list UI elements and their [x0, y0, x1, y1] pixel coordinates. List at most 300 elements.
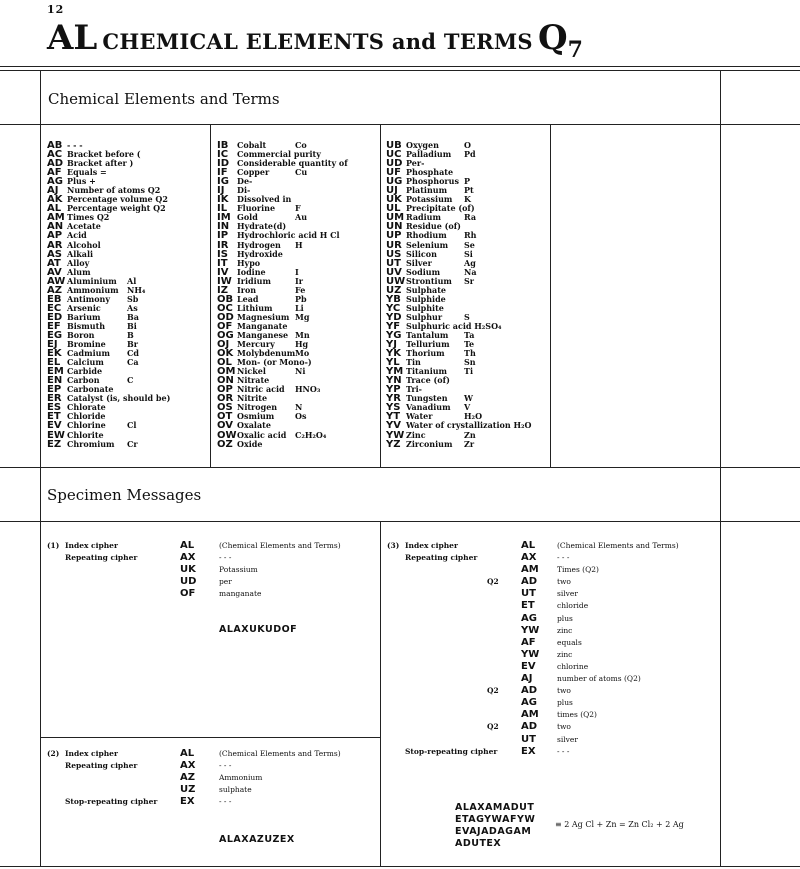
element-row [47, 231, 170, 240]
specimen-meaning: (Chemical Elements and Terms) [219, 749, 341, 758]
element-meaning: Antimony [67, 293, 111, 304]
specimen-code: AG [521, 697, 537, 709]
element-row [47, 159, 170, 168]
page-number: 12 [47, 3, 65, 16]
element-meaning: Platinum [406, 185, 448, 196]
rule [0, 124, 800, 125]
element-meaning: Tantalum [406, 329, 449, 340]
element-meaning: Commercial purity [237, 149, 321, 160]
specimen-meaning: two [557, 577, 571, 587]
element-symbol: Cl [127, 420, 137, 431]
element-code: OZ [217, 438, 233, 450]
element-meaning: Copper [237, 167, 270, 178]
element-code: IJ [217, 185, 225, 197]
element-code: YP [386, 384, 401, 396]
element-code: ED [47, 311, 63, 323]
element-meaning: Radium [406, 212, 441, 223]
element-meaning: Palladium [406, 149, 452, 160]
element-code: EJ [47, 339, 58, 351]
result-line: ADUTEX [455, 838, 502, 849]
element-code: AC [47, 149, 63, 161]
element-code: UM [386, 212, 405, 224]
specimen-meaning: Potassium [219, 565, 258, 575]
element-row [47, 394, 170, 403]
element-symbol: Ra [464, 212, 477, 223]
element-code: EN [47, 375, 63, 387]
specimen-q2-marker: Q2 [487, 686, 499, 696]
element-meaning: Hydrate(d) [237, 221, 287, 232]
specimen-number: (2) [47, 749, 60, 758]
element-meaning: Alkali [67, 248, 94, 259]
element-meaning: Rhodium [406, 230, 447, 241]
element-code: AG [47, 176, 63, 188]
element-row [47, 367, 170, 376]
specimen-code: EV [521, 660, 536, 672]
specimen-label: Index cipher [65, 749, 118, 758]
element-symbol: Sr [464, 275, 474, 286]
result-line: ALAXAZUZEX [219, 834, 295, 845]
specimen-meaning: Ammonium [219, 773, 263, 783]
specimen-code: AL [180, 748, 195, 759]
element-symbol: N [295, 402, 303, 413]
element-meaning: Equals = [67, 167, 107, 178]
specimen-code: EX [180, 796, 195, 808]
rule [550, 124, 551, 467]
element-meaning: Aluminium [67, 275, 117, 286]
element-code: YW [386, 429, 405, 441]
element-code: UP [386, 230, 402, 242]
element-code: UG [386, 176, 403, 188]
element-symbol: W [464, 393, 473, 404]
element-meaning: Osmium [237, 411, 275, 422]
element-code: EZ [47, 438, 62, 450]
element-code: UB [386, 140, 402, 151]
element-code: AL [47, 203, 62, 215]
element-code: IK [217, 194, 229, 206]
specimen-equation: ≡ 2 Ag Cl + Zn = Zn Cl₂ + 2 Ag [555, 820, 684, 829]
element-code: EG [47, 329, 63, 341]
element-row [47, 412, 170, 421]
element-symbol: I [295, 266, 299, 277]
element-meaning: Silver [406, 257, 432, 268]
rule [40, 737, 380, 738]
element-meaning: Nitrogen [237, 402, 278, 413]
element-symbol: F [295, 203, 301, 214]
element-symbol: HNO₃ [295, 384, 321, 395]
element-meaning: Arsenic [67, 302, 101, 313]
element-code: AJ [47, 185, 59, 197]
element-code: YK [386, 348, 401, 360]
element-symbol: Os [295, 411, 307, 422]
element-meaning: Sulphuric acid H₂SO₄ [406, 320, 502, 331]
specimen-code: OF [180, 588, 196, 600]
element-code: AT [47, 257, 61, 269]
element-code: YF [386, 320, 401, 332]
element-row [47, 213, 170, 222]
element-code: UD [386, 158, 403, 170]
page-title [47, 18, 583, 63]
element-code: IN [217, 221, 230, 233]
element-meaning: Oxalic acid [237, 429, 287, 440]
element-symbol: V [464, 402, 471, 413]
element-meaning: Nitric acid [237, 384, 285, 395]
element-symbol: Ir [295, 275, 303, 286]
element-row [47, 241, 170, 250]
element-meaning: Chromium [67, 438, 115, 449]
element-meaning: Bracket before ( [67, 149, 141, 160]
element-meaning: Residue (of) [406, 221, 461, 232]
specimen-meaning: chlorine [557, 661, 589, 671]
element-symbol: Mg [295, 311, 310, 322]
element-symbol: O [464, 140, 471, 150]
element-row [47, 259, 170, 268]
element-code: OR [217, 393, 234, 405]
specimen-meaning: sulphate [219, 785, 252, 795]
element-symbol: Li [295, 302, 304, 313]
element-meaning: Hypo [237, 257, 261, 268]
rule [0, 521, 800, 522]
element-code: UR [386, 239, 402, 251]
element-code: IM [217, 212, 231, 224]
element-code: IS [217, 248, 228, 260]
element-symbol: Sb [127, 293, 139, 304]
element-code: UF [386, 167, 401, 179]
element-meaning: Sulphur [406, 311, 443, 322]
element-meaning: Dissolved in [237, 194, 292, 205]
element-code: UJ [386, 185, 398, 197]
element-meaning: Water of crystallization H₂O [406, 420, 532, 431]
element-symbol: Al [127, 275, 137, 286]
element-meaning: Bismuth [67, 320, 106, 331]
element-meaning: Alloy [67, 257, 90, 268]
specimen-label: Repeating cipher [405, 553, 478, 563]
specimen-result [219, 624, 297, 636]
element-code: UZ [386, 284, 402, 296]
element-code: YM [386, 366, 404, 378]
element-symbol: H [295, 239, 303, 250]
specimen-meaning: equals [557, 637, 582, 647]
element-symbol: Ni [295, 366, 306, 377]
specimen-code: YW [521, 648, 540, 660]
result-line: EVAJADAGAM [455, 826, 532, 837]
element-meaning: Nitrite [237, 393, 268, 404]
specimen-meaning: plus [557, 698, 573, 708]
element-meaning: Strontium [406, 275, 452, 286]
element-code: YS [386, 402, 401, 414]
element-symbol: Ta [464, 329, 475, 340]
element-meaning: Trace (of) [406, 375, 450, 386]
element-meaning: Number of atoms Q2 [67, 185, 161, 196]
element-symbol: C [127, 375, 134, 386]
element-meaning: - - - [67, 140, 83, 150]
element-meaning: Tungsten [406, 393, 448, 404]
element-code: UV [386, 266, 402, 278]
element-meaning: Zinc [406, 429, 426, 440]
element-symbol: NH₄ [127, 284, 146, 295]
element-code: AF [47, 167, 62, 179]
specimen-code: AX [180, 552, 196, 564]
element-meaning: Percentage weight Q2 [67, 203, 166, 214]
element-code: ER [47, 393, 62, 405]
element-symbol: Ca [127, 357, 139, 368]
element-meaning: Considerable quantity of [237, 158, 348, 169]
element-code: OK [217, 348, 234, 360]
rule [380, 124, 381, 467]
element-code: YZ [386, 438, 401, 450]
element-meaning: Sulphate [406, 284, 447, 295]
element-meaning: Alum [67, 266, 91, 277]
result-line: ALAXUKUDOF [219, 624, 298, 635]
element-meaning: Ammonium [67, 284, 119, 295]
element-code: EF [47, 320, 61, 332]
specimen-label: Stop-repeating cipher [405, 746, 498, 756]
element-code: IG [217, 176, 229, 188]
element-code: ID [217, 158, 230, 170]
element-code: EK [47, 348, 62, 360]
element-code: UT [386, 257, 401, 269]
element-meaning: Per- [406, 158, 425, 169]
element-code: YG [386, 329, 402, 341]
specimen-result [219, 834, 295, 846]
element-meaning: Iridium [237, 275, 271, 286]
specimen-code: AZ [180, 772, 195, 784]
elements-column-1 [47, 141, 170, 449]
element-symbol: As [127, 302, 138, 313]
element-meaning: Acid [67, 230, 87, 241]
element-meaning: Cadmium [67, 348, 110, 359]
specimen-code: YW [521, 624, 540, 636]
element-symbol: Pd [464, 149, 476, 160]
element-symbol: P [464, 176, 471, 187]
element-symbol: Zn [464, 429, 476, 440]
element-code: YN [386, 375, 402, 387]
element-meaning: Potassium [406, 194, 453, 205]
specimen-code: AD [521, 685, 538, 697]
element-meaning: Zirconium [406, 438, 453, 449]
element-code: EM [47, 366, 64, 378]
section-title-elements: Chemical Elements and Terms [48, 90, 280, 108]
element-row [47, 295, 170, 304]
element-meaning: Barium [67, 311, 101, 322]
element-row [47, 304, 170, 313]
element-code: OL [217, 357, 232, 369]
specimen-meaning: two [557, 722, 571, 732]
element-symbol: Rh [464, 230, 477, 241]
element-meaning: Tin [406, 357, 421, 368]
element-meaning: Fluorine [237, 203, 276, 214]
specimen-meaning: - - - [219, 761, 232, 771]
specimen-meaning: number of atoms (Q2) [557, 674, 641, 684]
element-meaning: Cobalt [237, 140, 267, 150]
element-code: IL [217, 203, 228, 215]
title-code: AL [47, 18, 98, 58]
element-symbol: Ti [464, 366, 473, 377]
element-meaning: Hydrochloric acid H Cl [237, 230, 340, 241]
element-code: AZ [47, 284, 62, 296]
element-row [47, 440, 170, 449]
element-code: YC [386, 302, 401, 314]
element-code: OW [217, 429, 237, 441]
specimen-meaning: manganate [219, 589, 262, 599]
element-meaning: Nickel [237, 366, 266, 377]
element-symbol: Hg [295, 339, 309, 350]
element-meaning: Di- [237, 185, 251, 196]
element-meaning: Hydrogen [237, 239, 281, 250]
element-meaning: Gold [237, 212, 258, 223]
specimen-code: AG [521, 612, 537, 624]
rule [0, 66, 800, 67]
element-code: ON [217, 375, 234, 387]
specimen-meaning: silver [557, 734, 578, 744]
element-row [47, 358, 170, 367]
element-code: AK [47, 194, 63, 206]
element-code: AW [47, 275, 66, 287]
element-symbol: Bi [127, 320, 137, 331]
element-symbol: Ba [127, 311, 139, 322]
element-code: AD [47, 158, 64, 170]
rule [210, 124, 211, 467]
element-meaning: Bracket after ) [67, 158, 134, 169]
element-meaning: Titanium [406, 366, 448, 377]
element-code: UN [386, 221, 403, 233]
element-code: EP [47, 384, 62, 396]
element-meaning: Bromine [67, 339, 106, 350]
element-code: IC [217, 149, 229, 161]
element-code: AN [47, 221, 64, 233]
element-row [217, 440, 348, 449]
element-code: IZ [217, 284, 228, 296]
element-symbol: H₂O [464, 411, 483, 422]
element-symbol: Fe [295, 284, 306, 295]
element-meaning: Tellurium [406, 339, 450, 350]
specimen-meaning: - - - [557, 553, 570, 563]
element-meaning: Oxalate [237, 420, 271, 431]
specimen-meaning: - - - [557, 746, 570, 756]
element-code: IB [217, 140, 229, 151]
result-line: ALAXAMADUT [455, 802, 535, 813]
element-code: UK [386, 194, 402, 206]
elements-column-2 [217, 141, 348, 449]
rule [720, 70, 721, 866]
element-symbol: Mn [295, 329, 310, 340]
element-row [47, 322, 170, 331]
element-code: UL [386, 203, 401, 215]
element-symbol: Br [127, 339, 138, 350]
element-meaning: Alcohol [67, 239, 101, 250]
element-meaning: Chlorite [67, 429, 104, 440]
element-code: UC [386, 149, 402, 161]
specimen-meaning: Times (Q2) [557, 565, 599, 575]
specimen-code: AL [521, 540, 536, 551]
element-meaning: Sulphide [406, 293, 446, 304]
element-meaning: Tri- [406, 384, 422, 395]
title-text: CHEMICAL ELEMENTS and TERMS [102, 29, 533, 54]
element-code: AR [47, 239, 63, 251]
element-symbol: Cd [127, 348, 139, 359]
element-code: IR [217, 239, 229, 251]
element-row [47, 250, 170, 259]
specimen-code: AD [521, 576, 538, 588]
specimen-code: AM [521, 709, 539, 721]
specimen-label: Index cipher [65, 541, 118, 550]
element-code: OV [217, 420, 233, 432]
specimen-code: AM [521, 564, 539, 576]
title-cipher-sub: 7 [567, 37, 583, 63]
element-code: IV [217, 266, 229, 278]
element-code: EL [47, 357, 61, 369]
rule [40, 70, 41, 866]
element-meaning: Calcium [67, 357, 104, 368]
element-symbol: K [464, 194, 471, 205]
element-symbol: Au [295, 212, 308, 223]
specimen-label: Index cipher [405, 541, 458, 550]
element-meaning: Magnesium [237, 311, 290, 322]
specimen-meaning: (Chemical Elements and Terms) [557, 541, 679, 550]
element-meaning: Oxygen [406, 140, 439, 150]
specimen-meaning: per [219, 577, 232, 587]
element-meaning: Lead [237, 293, 259, 304]
element-symbol: Cr [127, 438, 138, 449]
element-meaning: Chlorate [67, 402, 106, 413]
specimen-code: AD [521, 721, 538, 733]
element-code: IF [217, 167, 228, 179]
element-code: OM [217, 366, 236, 378]
element-symbol: Si [464, 248, 473, 259]
element-code: AM [47, 212, 65, 224]
element-meaning: Chloride [67, 411, 106, 422]
specimen-code: UT [521, 733, 536, 745]
element-symbol: Mo [295, 348, 310, 359]
element-meaning: Carbonate [67, 384, 114, 395]
element-code: EW [47, 429, 65, 441]
element-code: AB [47, 140, 63, 151]
element-meaning: Hydroxide [237, 248, 283, 259]
element-meaning: Lithium [237, 302, 273, 313]
element-meaning: Phosphate [406, 167, 454, 178]
specimen-meaning: - - - [219, 553, 232, 563]
section-title-specimens: Specimen Messages [47, 486, 202, 504]
element-meaning: Sulphite [406, 302, 444, 313]
element-code: OG [217, 329, 234, 341]
specimen-meaning: zinc [557, 649, 573, 659]
element-code: OC [217, 302, 233, 314]
element-meaning: Iodine [237, 266, 266, 277]
elements-column-3 [386, 141, 531, 449]
element-code: AS [47, 248, 62, 260]
rule [0, 467, 800, 468]
element-row [386, 440, 531, 449]
element-meaning: Phosphorus [406, 176, 459, 187]
element-symbol: Pt [464, 185, 474, 196]
element-code: AP [47, 230, 63, 242]
element-code: YB [386, 293, 401, 305]
specimen-meaning: times (Q2) [557, 710, 597, 720]
title-cipher: Q [538, 18, 568, 58]
specimen-meaning: (Chemical Elements and Terms) [219, 541, 341, 550]
element-meaning: Thorium [406, 348, 445, 359]
element-meaning: Selenium [406, 239, 449, 250]
element-code: UW [386, 275, 406, 287]
element-meaning: Nitrate [237, 375, 270, 386]
element-meaning: Manganate [237, 320, 288, 331]
specimen-meaning: zinc [557, 625, 573, 635]
element-meaning: Sodium [406, 266, 441, 277]
element-meaning: Silicon [406, 248, 437, 259]
specimen-code: AF [521, 636, 536, 648]
element-meaning: Carbide [67, 366, 103, 377]
element-symbol: Te [464, 339, 475, 350]
specimen-meaning: two [557, 686, 571, 696]
